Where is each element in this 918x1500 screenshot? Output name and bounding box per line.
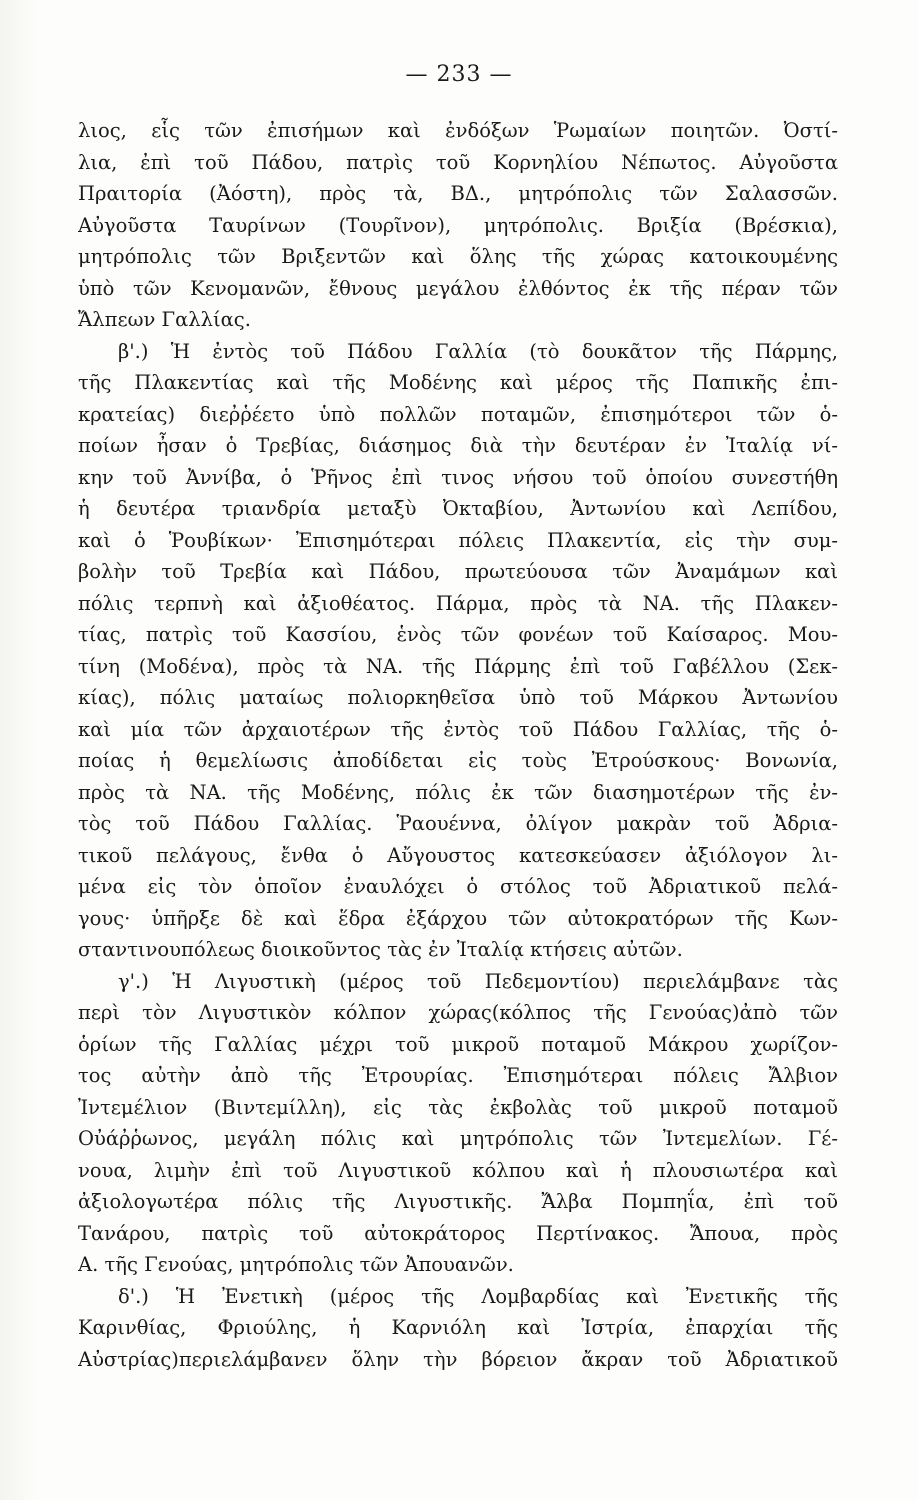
- text-line: καὶ μία τῶν ἀρχαιοτέρων τῆς ἐντὸς τοῦ Πάδου Γαλλίας, τῆς ὁ-: [78, 717, 838, 741]
- text-line: Ἰντεμέλιον (Βιντεμίλλη), εἰς τὰς ἐκβολὰς τοῦ μικροῦ ποταμοῦ: [78, 1095, 838, 1119]
- text-line: τικοῦ πελάγους, ἔνθα ὁ Αὔγουστος κατεσκεύασεν ἀξιόλογον λι-: [78, 843, 838, 867]
- page-body-text: [78, 115, 838, 1375]
- text-line: Αὐγοῦστα Ταυρίνων (Τουρῖνον), μητρόπολις. Βριξία (Βρέσκια),: [78, 213, 838, 237]
- text-line: τῆς Πλακεντίας καὶ τῆς Μοδένης καὶ μέρος τῆς Παπικῆς ἐπι-: [78, 371, 838, 394]
- text-line: λιος, εἷς τῶν ἐπισήμων καὶ ἐνδόξων Ῥωμαίων ποιητῶν. Ὀστί-: [78, 119, 838, 142]
- text-line: γους· ὑπῆρξε δὲ καὶ ἕδρα ἐξάρχου τῶν αὐτοκρατόρων τῆς Κων-: [78, 906, 838, 930]
- section-start-line: γ'.) Ἡ Λιγυστικὴ (μέρος τοῦ Πεδεμοντίου) περιελάμβανε τὰς: [118, 969, 838, 993]
- text-line: ὁρίων τῆς Γαλλίας μέχρι τοῦ μικροῦ ποταμοῦ Μάκρου χωρίζον-: [78, 1032, 838, 1056]
- section-start-line: δ'.) Ἡ Ἐνετικὴ (μέρος τῆς Λομβαρδίας καὶ Ἐνετικῆς τῆς: [118, 1284, 838, 1308]
- text-line: βολὴν τοῦ Τρεβία καὶ Πάδου, πρωτεύουσα τῶν Ἀναμάμων καὶ: [78, 560, 838, 583]
- text-line: περὶ τὸν Λιγυστικὸν κόλπον χώρας(κόλπος τῆς Γενούας)ἀπὸ τῶν: [78, 1001, 838, 1024]
- text-line: πόλις τερπνὴ καὶ ἀξιοθέατος. Πάρμα, πρὸς τὰ ΝΑ. τῆς Πλακεν-: [78, 591, 838, 615]
- text-line: τίνη (Μοδένα), πρὸς τὰ ΝΑ. τῆς Πάρμης ἐπὶ τοῦ Γαβέλλου (Σεκ-: [78, 654, 838, 678]
- text-line: ποίας ἡ θεμελίωσις ἀποδίδεται εἰς τοὺς Ἐτρούσκους· Βονωνία,: [78, 749, 838, 772]
- text-line: σταντινουπόλεως διοικοῦντος τὰς ἐν Ἰταλίᾳ κτήσεις αὐτῶν.: [78, 938, 683, 961]
- text-line: τίας, πατρὶς τοῦ Κασσίου, ἑνὸς τῶν φονέων τοῦ Καίσαρος. Μου-: [78, 623, 838, 646]
- text-line: Καρινθίας, Φριούλης, ἡ Καρνιόλη καὶ Ἰστρία, ἐπαρχίαι τῆς: [78, 1316, 838, 1339]
- text-line: Α. τῆς Γενούας, μητρόπολις τῶν Ἀπουανῶν.: [78, 1253, 514, 1276]
- text-line: Ἄλπεων Γαλλίας.: [78, 308, 251, 331]
- text-line: λια, ἐπὶ τοῦ Πάδου, πατρὶς τοῦ Κορνηλίου Νέπωτος. Αὐγοῦστα: [78, 150, 838, 174]
- text-line: μητρόπολις τῶν Βριξεντῶν καὶ ὅλης τῆς χώρας κατοικουμένης: [78, 245, 838, 268]
- text-line: Τανάρου, πατρὶς τοῦ αὐτοκράτορος Περτίνακος. Ἄπουα, πρὸς: [78, 1221, 838, 1245]
- text-line: Αὐστρίας)περιελάμβανεν ὅλην τὴν βόρειον ἄκραν τοῦ Ἀδριατικοῦ: [78, 1347, 838, 1371]
- text-line: κην τοῦ Ἀννίβα, ὁ Ῥῆνος ἐπὶ τινος νήσου τοῦ ὁποίου συνεστήθη: [78, 465, 838, 489]
- text-line: πρὸς τὰ ΝΑ. τῆς Μοδένης, πόλις ἐκ τῶν διασημοτέρων τῆς ἐν-: [78, 780, 838, 804]
- text-line: καὶ ὁ Ῥουβίκων· Ἐπισημότεραι πόλεις Πλακεντία, εἰς τὴν συμ-: [78, 528, 838, 552]
- text-line: κίας), πόλις ματαίως πολιορκηθεῖσα ὑπὸ τοῦ Μάρκου Ἀντωνίου: [78, 686, 838, 709]
- text-line: μένα εἰς τὸν ὁποῖον ἐναυλόχει ὁ στόλος τοῦ Ἀδριατικοῦ πελά-: [78, 875, 838, 898]
- text-line: κρατείας) διεῤῥέετο ὑπὸ πολλῶν ποταμῶν, ἐπισημότεροι τῶν ὁ-: [78, 402, 838, 426]
- text-line: ἀξιολογωτέρα πόλις τῆς Λιγυστικῆς. Ἄλβα Πομπηΐα, ἐπὶ τοῦ: [78, 1190, 838, 1213]
- text-line: Οὐάῤῥωνος, μεγάλη πόλις καὶ μητρόπολις τῶν Ἰντεμελίων. Γέ-: [78, 1127, 838, 1150]
- text-line: Πραιτορία (Ἀόστη), πρὸς τὰ, ΒΔ., μητρόπολις τῶν Σαλασσῶν.: [78, 182, 838, 205]
- text-line: ἡ δευτέρα τριανδρία μεταξὺ Ὀκταβίου, Ἀντωνίου καὶ Λεπίδου,: [78, 497, 838, 520]
- text-line: ποίων ἦσαν ὁ Τρεβίας, διάσημος διὰ τὴν δευτέραν ἐν Ἰταλίᾳ νί-: [78, 434, 838, 457]
- text-line: τὸς τοῦ Πάδου Γαλλίας. Ῥαουέννα, ὀλίγον μακρὰν τοῦ Ἀδρια-: [78, 812, 838, 835]
- text-line: νουα, λιμὴν ἐπὶ τοῦ Λιγυστικοῦ κόλπου καὶ ἡ πλουσιωτέρα καὶ: [78, 1158, 838, 1182]
- text-line: τος αὐτὴν ἀπὸ τῆς Ἐτρουρίας. Ἐπισημότεραι πόλεις Ἄλβιον: [78, 1064, 838, 1087]
- text-line: ὑπὸ τῶν Κενομανῶν, ἔθνους μεγάλου ἐλθόντος ἐκ τῆς πέραν τῶν: [78, 276, 838, 300]
- page-number: — 233 —: [405, 62, 513, 87]
- section-start-line: β'.) Ἡ ἐντὸς τοῦ Πάδου Γαλλία (τὸ δουκᾶτον τῆς Πάρμης,: [118, 339, 838, 363]
